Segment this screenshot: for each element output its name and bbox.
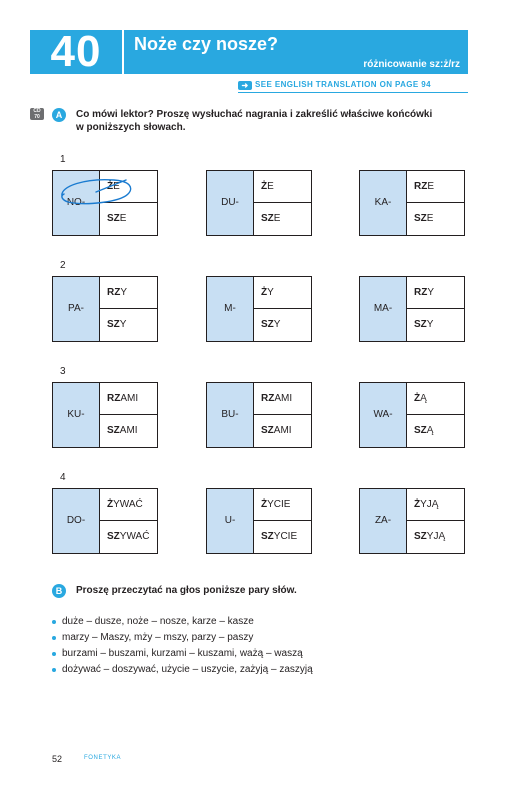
- section-a-instruction-line2: w poniższych słowach.: [76, 122, 186, 133]
- ending-option-top[interactable]: [254, 171, 311, 203]
- bullet-icon: [52, 636, 56, 640]
- chapter-header: [30, 27, 468, 76]
- ending-option-top[interactable]: [100, 383, 157, 415]
- word-box: [359, 488, 465, 554]
- ending-option-bottom[interactable]: [254, 521, 311, 553]
- ending-letters: Ż: [107, 181, 114, 192]
- ending-letters: SZ: [261, 319, 274, 330]
- ending-rest: Ą: [420, 393, 427, 404]
- ending-rest: Y: [267, 287, 274, 298]
- ending-rest: YWAĆ: [113, 499, 143, 510]
- word-box: [359, 276, 465, 342]
- ending-letters: SZ: [414, 425, 427, 436]
- ending-rest: YJĄ: [420, 499, 439, 510]
- ending-rest: E: [267, 181, 274, 192]
- word-box: [206, 276, 312, 342]
- ending-letters: RZ: [414, 287, 428, 298]
- chapter-title: Noże czy nosze?: [134, 34, 279, 54]
- ending-rest: E: [273, 213, 281, 224]
- ending-rest: E: [119, 213, 127, 224]
- list-item-text: burzami – buszami, kurzami – kuszami, ważą – waszą: [62, 648, 303, 659]
- word-prefix: DU-: [207, 171, 254, 235]
- ending-rest: YCIE: [273, 531, 298, 542]
- list-item-text: dożywać – doszywać, użycie – uszycie, zażyją – zaszyją: [62, 664, 313, 675]
- ending-rest: E: [427, 181, 435, 192]
- section-b-marker: B: [52, 584, 66, 598]
- ending-option-bottom[interactable]: [254, 415, 311, 447]
- ending-rest: E: [426, 213, 434, 224]
- section-a-instruction-line1: Co mówi lektor? Proszę wysłuchać nagrania i zakreślić właściwe końcówki: [76, 109, 433, 120]
- chapter-title-bar: [124, 30, 468, 74]
- cd-label: CD: [33, 108, 41, 114]
- word-box: [52, 382, 158, 448]
- ending-letters: SZ: [414, 213, 427, 224]
- ending-option-top[interactable]: [100, 277, 157, 309]
- ending-letters: SZ: [261, 531, 274, 542]
- word-box: [52, 170, 158, 236]
- ending-rest: Y: [273, 319, 281, 330]
- translation-note-rule: [238, 92, 468, 93]
- ending-option-bottom[interactable]: [100, 521, 157, 553]
- ending-rest: Y: [427, 287, 435, 298]
- ending-letters: SZ: [107, 531, 120, 542]
- ending-rest: Y: [426, 319, 434, 330]
- ending-option-top[interactable]: [407, 171, 464, 203]
- ending-option-top[interactable]: [254, 277, 311, 309]
- ending-rest: YCIE: [267, 499, 291, 510]
- ending-letters: Ż: [414, 499, 421, 510]
- cd-icon: [30, 108, 44, 120]
- word-prefix: BU-: [207, 383, 254, 447]
- ending-option-top[interactable]: [254, 383, 311, 415]
- ending-option-top[interactable]: [407, 489, 464, 521]
- ending-letters: SZ: [414, 319, 427, 330]
- chapter-number: 40: [30, 30, 122, 74]
- section-a-instruction: [76, 108, 432, 134]
- ending-option-bottom[interactable]: [254, 203, 311, 235]
- word-box: [206, 170, 312, 236]
- translation-note-text: SEE ENGLISH TRANSLATION ON PAGE 94: [255, 80, 431, 89]
- list-item: [52, 662, 313, 678]
- word-prefix: PA-: [53, 277, 100, 341]
- ending-letters: SZ: [107, 425, 120, 436]
- ending-letters: RZ: [261, 393, 275, 404]
- list-item: [52, 646, 313, 662]
- ending-option-bottom[interactable]: [100, 203, 157, 235]
- ending-letters: SZ: [414, 531, 427, 542]
- ending-option-top[interactable]: [100, 171, 157, 203]
- ending-rest: YJĄ: [426, 531, 446, 542]
- word-prefix: DO-: [53, 489, 100, 553]
- ending-letters: SZ: [261, 213, 274, 224]
- group-number: 4: [60, 472, 66, 483]
- word-pairs-list: [52, 614, 313, 678]
- ending-letters: RZ: [107, 393, 121, 404]
- ending-option-bottom[interactable]: [407, 309, 464, 341]
- list-item-text: marzy – Maszy, mży – mszy, parzy – paszy: [62, 632, 254, 643]
- ending-rest: AMI: [119, 425, 138, 436]
- ending-rest: YWAĆ: [119, 531, 150, 542]
- cd-track-number: 70: [34, 114, 40, 120]
- ending-option-top[interactable]: [407, 383, 464, 415]
- word-prefix: NO-: [53, 171, 100, 235]
- word-prefix: MA-: [360, 277, 407, 341]
- ending-letters: Ż: [107, 499, 114, 510]
- ending-rest: Y: [119, 319, 127, 330]
- list-item: [52, 630, 313, 646]
- ending-rest: AMI: [273, 425, 292, 436]
- word-box: [52, 488, 158, 554]
- word-box: [206, 382, 312, 448]
- list-item: [52, 614, 313, 630]
- list-item-text: duże – dusze, noże – nosze, karze – kasze: [62, 616, 254, 627]
- ending-rest: E: [113, 181, 120, 192]
- ending-rest: Ą: [426, 425, 434, 436]
- ending-rest: Y: [120, 287, 128, 298]
- bullet-icon: [52, 668, 56, 672]
- ending-letters: SZ: [107, 319, 120, 330]
- ending-letters: SZ: [261, 425, 274, 436]
- ending-letters: Ż: [414, 393, 421, 404]
- ending-option-bottom[interactable]: [407, 203, 464, 235]
- ending-option-bottom[interactable]: [407, 521, 464, 553]
- ending-option-top[interactable]: [100, 489, 157, 521]
- section-b-instruction: Proszę przeczytać na głos poniższe pary słów.: [76, 585, 297, 596]
- word-box: [359, 382, 465, 448]
- word-prefix: U-: [207, 489, 254, 553]
- translation-note: [238, 80, 468, 91]
- ending-letters: Ż: [261, 181, 268, 192]
- bullet-icon: [52, 620, 56, 624]
- word-box: [359, 170, 465, 236]
- ending-option-top[interactable]: [254, 489, 311, 521]
- chapter-subtitle: różnicowanie sz:ż/rz: [363, 59, 460, 70]
- word-prefix: KU-: [53, 383, 100, 447]
- group-number: 3: [60, 366, 66, 377]
- page-number: 52: [52, 754, 63, 764]
- footer-section-label: FONETYKA: [84, 755, 122, 761]
- bullet-icon: [52, 652, 56, 656]
- ending-option-bottom[interactable]: [407, 415, 464, 447]
- ending-letters: RZ: [107, 287, 121, 298]
- word-box: [206, 488, 312, 554]
- word-prefix: WA-: [360, 383, 407, 447]
- word-prefix: M-: [207, 277, 254, 341]
- ending-option-bottom[interactable]: [100, 415, 157, 447]
- ending-option-top[interactable]: [407, 277, 464, 309]
- section-a-marker: A: [52, 108, 66, 122]
- ending-rest: AMI: [274, 393, 293, 404]
- ending-letters: SZ: [107, 213, 120, 224]
- ending-letters: RZ: [414, 181, 428, 192]
- word-prefix: ZA-: [360, 489, 407, 553]
- ending-letters: Ż: [261, 499, 268, 510]
- ending-option-bottom[interactable]: [100, 309, 157, 341]
- ending-rest: AMI: [120, 393, 139, 404]
- word-prefix: KA-: [360, 171, 407, 235]
- ending-letters: Ż: [261, 287, 268, 298]
- group-number: 1: [60, 154, 66, 165]
- arrow-right-icon: ➜: [238, 81, 252, 90]
- group-number: 2: [60, 260, 66, 271]
- ending-option-bottom[interactable]: [254, 309, 311, 341]
- word-box: [52, 276, 158, 342]
